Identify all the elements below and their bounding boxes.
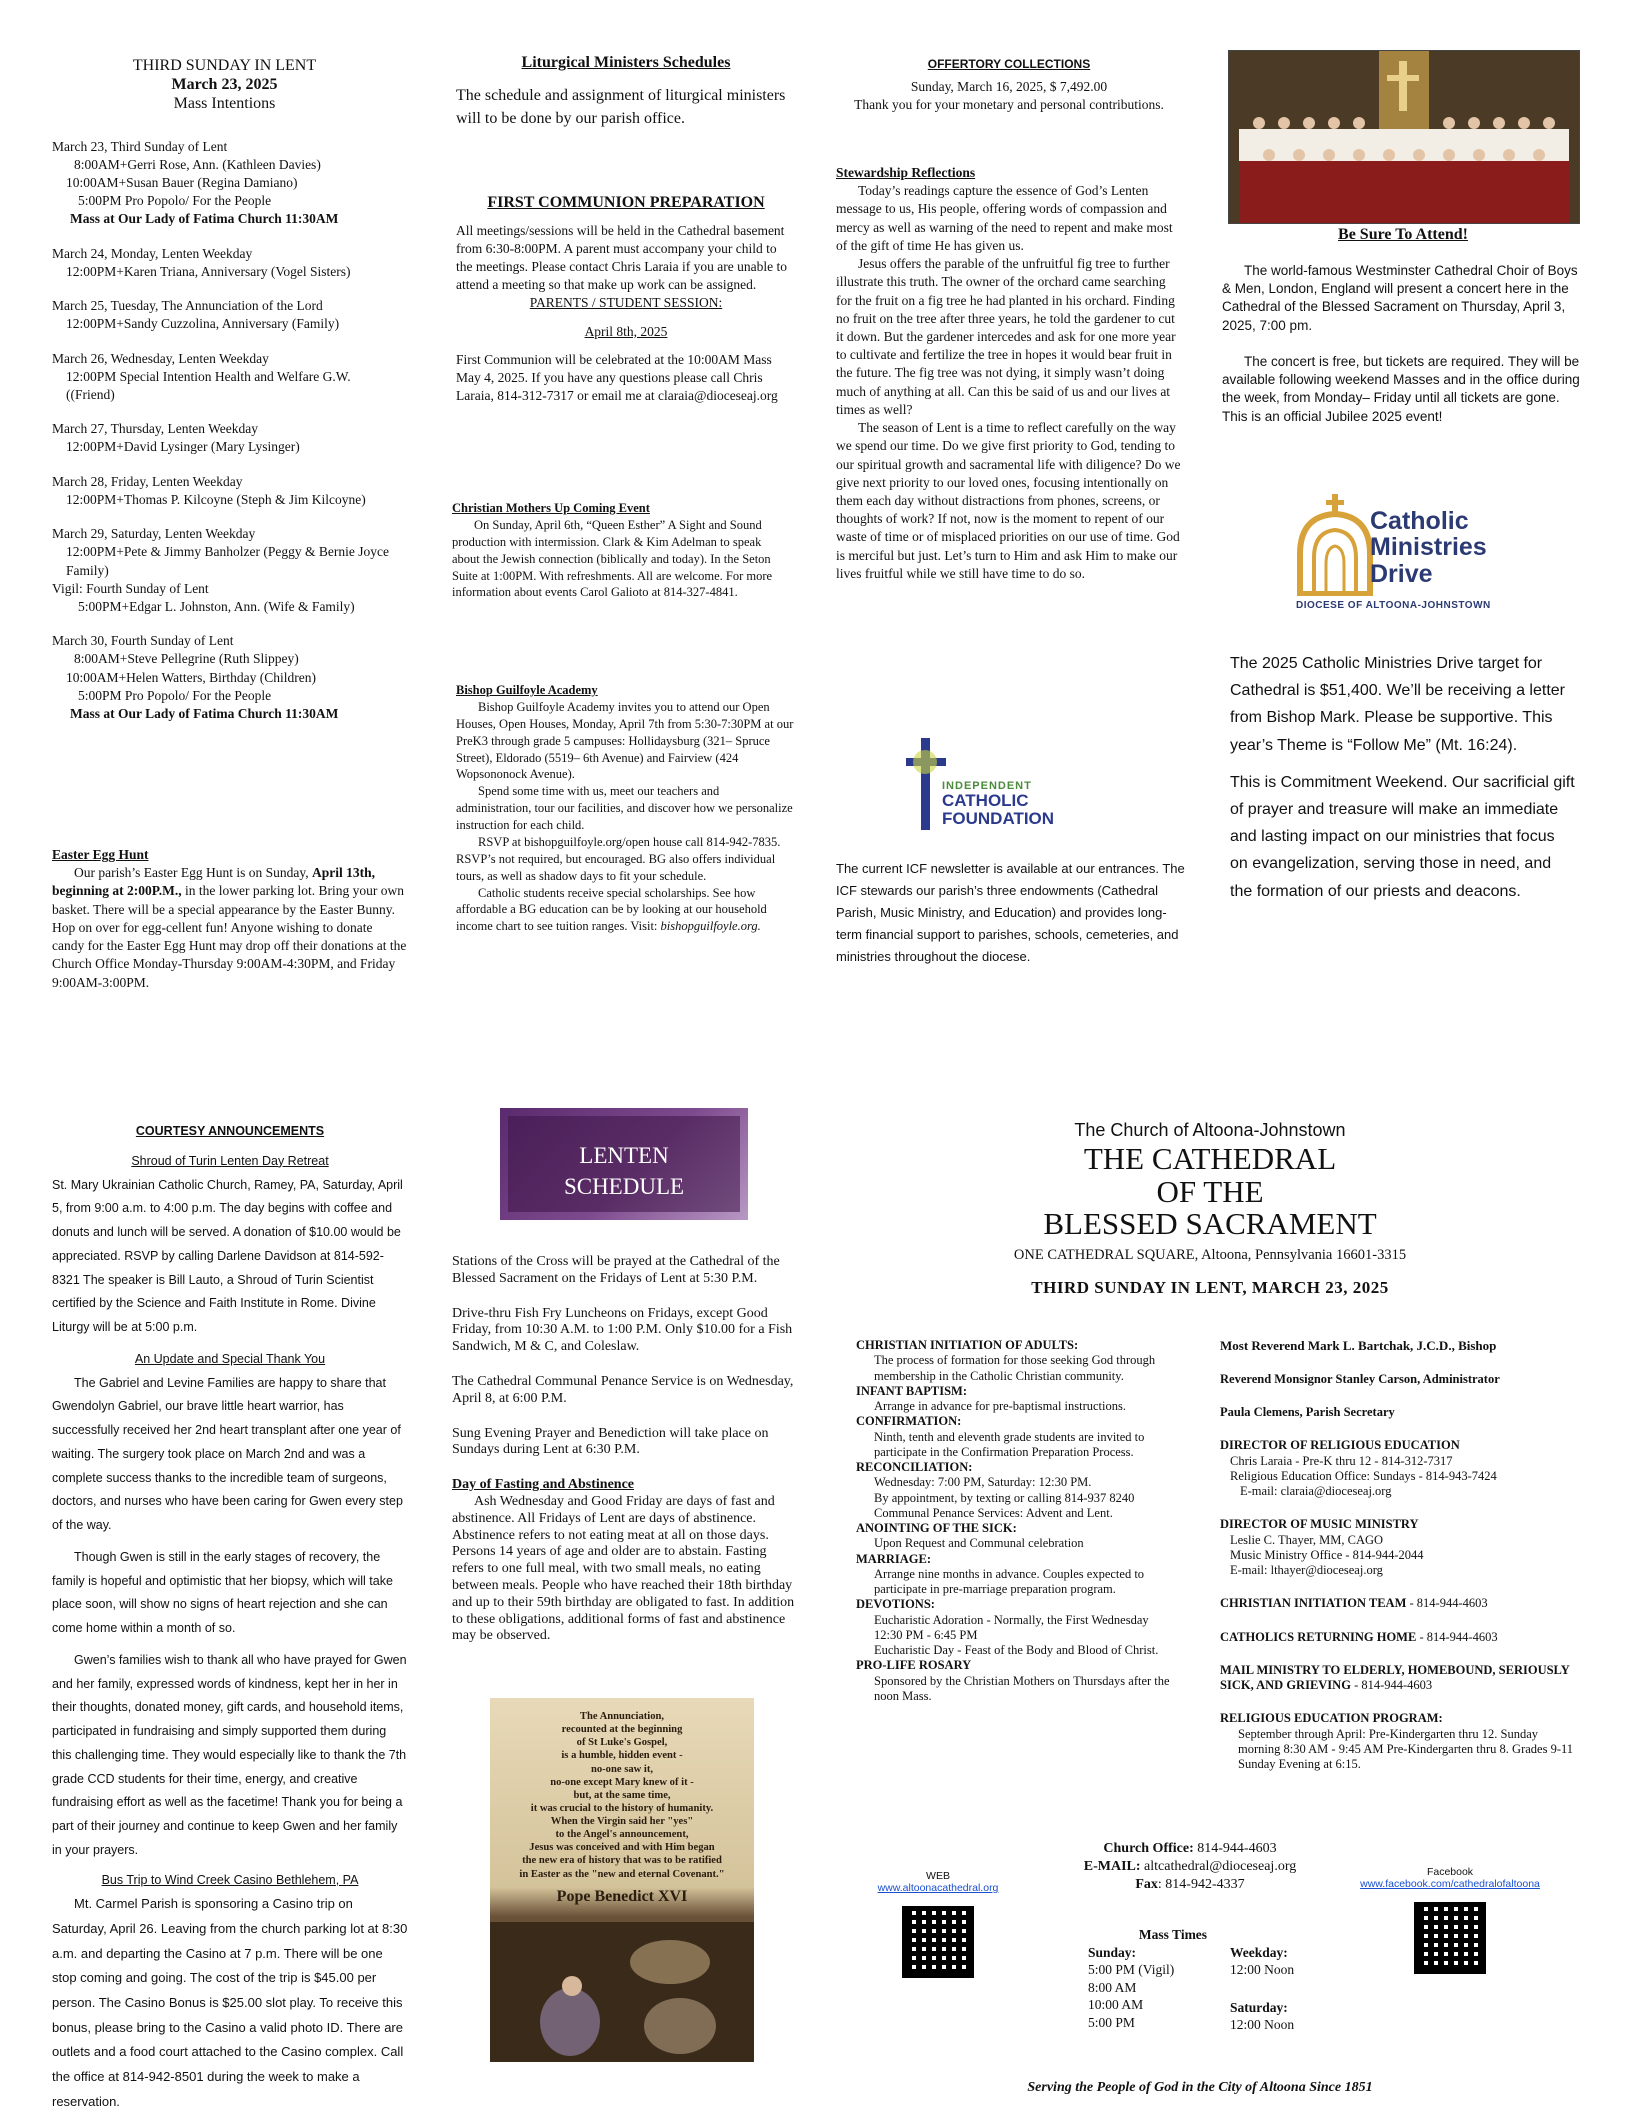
dre-line: E-mail: claraia@dioceseaj.org: [1240, 1484, 1392, 1499]
quote-line: it was crucial to the history of humanity.: [530, 1802, 714, 1814]
icf-line3: FOUNDATION: [942, 809, 1055, 828]
sacrament-heading: DEVOTIONS:: [856, 1597, 935, 1612]
diocese-name: The Church of Altoona-Johnstown: [1074, 1120, 1346, 1140]
intention-block: [52, 632, 397, 723]
mass-times: [1088, 1926, 1308, 2054]
stewardship-p2: Jesus offers the parable of the unfruitful fig tree to further illustrate this truth. The owner of the orchard came searching for the fruit on a fig tree he had planted in his orchard. Finding no fruit on the tree after three years, he told the gardener to cut it down. But the gardener intercedes and ask for one more year to cultivate and fertilize the tree in hopes it would bear fruit in the future. The fig tree was not dying, it simply wasn’t doing much of anything at all. Can this be said of us and our lives at times as well?: [836, 256, 1176, 417]
session-date: April 8th, 2025: [584, 323, 668, 339]
cmd-p1: The 2025 Catholic Ministries Drive target for Cathedral is $51,400. We’ll be receiving a letter from Bishop Mark. Please be supportive. This year’s Theme is “Follow Me” (Mt. 16:24).: [1230, 655, 1565, 754]
stewardship-p1: Today’s readings capture the essence of God’s Lenten message to us, His people, offering words of compassion and mercy as well as warning of the need to repent and make most of the gift of time He has given us.: [836, 183, 1173, 253]
weekday-label: Weekday:: [1230, 1944, 1288, 1960]
dre-line: Chris Laraia - Pre-K thru 12 - 814-312-7317: [1230, 1453, 1453, 1468]
rep-text: September through April: Pre-Kindergarten thru 12. Sunday morning 8:30 AM - 9:45 AM Pre-Kindergarten thru 8. Grades 9-11 Sunday Evening at 6:15.: [1238, 1726, 1574, 1772]
cmd-line1: Catholic: [1370, 507, 1469, 535]
sacrament-text: By appointment, by texting or calling 814-937 8240 Communal Penance Services: Advent and Lent.: [874, 1490, 1135, 1520]
crh-label: CATHOLICS RETURNING HOME: [1220, 1629, 1417, 1644]
intention-block: [52, 245, 397, 281]
dre-line: Religious Education Office: Sundays - 814-943-7424: [1230, 1468, 1497, 1483]
intention-block: [52, 473, 397, 509]
bga-p1: Bishop Guilfoyle Academy invites you to attend our Open Houses, Open Houses, Monday, April 7th from 5:30-7:30PM at our PreK3 through grade 5 campuses: Hollidaysburg (321– Spruce Street), Eldorado (5519– 6th Avenue) and Fairview (424 Wopsononock Avenue).: [456, 699, 794, 782]
intention-line: 8:00AM+Steve Pellegrine (Ruth Slippey): [74, 651, 299, 667]
lenten-banner: [500, 1108, 748, 1220]
office-label: Church Office:: [1103, 1841, 1194, 1856]
intention-line: 10:00AM+Helen Watters, Birthday (Children): [66, 669, 316, 685]
quote-line: The Annunciation,: [579, 1711, 665, 1722]
quote-author: Pope Benedict XVI: [556, 1888, 688, 1905]
intention-day: Vigil: Fourth Sunday of Lent: [52, 580, 209, 596]
cit-label: CHRISTIAN INITIATION TEAM: [1220, 1596, 1407, 1611]
saturday-time: 12:00 Noon: [1230, 2017, 1295, 2033]
staff-section: [1220, 1338, 1580, 1772]
cathedral-name1: THE CATHEDRAL: [1083, 1141, 1337, 1176]
update-p2: Though Gwen is still in the early stages of recovery, the family is hopeful and optimistic that her biopsy, which will take place soon, will show no signs of heart rejection and she can come home within a month of so.: [52, 1549, 393, 1635]
sacraments-list: [856, 1338, 1174, 1704]
intention-block: [52, 350, 397, 405]
cmd-logo: [1296, 494, 1526, 614]
intention-line: 5:00PM+Edgar L. Johnston, Ann. (Wife & Family): [78, 598, 355, 614]
mail-label: MAIL MINISTRY TO ELDERLY, HOMEBOUND, SERIOUSLY SICK, AND GRIEVING: [1220, 1662, 1570, 1693]
staff-secretary: Paula Clemens, Parish Secretary: [1220, 1405, 1395, 1420]
fast-title: Day of Fasting and Abstinence: [452, 1477, 635, 1493]
cross-icon: [906, 738, 946, 830]
icf-paragraph: The current ICF newsletter is available at our entrances. The ICF stewards our parish’s three endowments (Cathedral Parish, Music Ministry, and Education) and provides long-term financial support to parishes, schools, cemeteries, and ministries throughout the diocese.: [836, 861, 1185, 965]
choir-photo: [1228, 50, 1580, 224]
web-block: [858, 1870, 1018, 1978]
bus-text: Mt. Carmel Parish is sponsoring a Casino trip on Saturday, April 26. Leaving from the church parking lot at 8:30 a.m. and departing the Casino at 7 p.m. There will be one stop coming and going. The cost of the trip is $45.00 per person. The Casino Bonus is $25.00 slot play. To receive this bonus, please bring to the Casino a valid photo ID. There are outlets and a food court attached to the Casino complex. Call the office at 814-942-8501 during the week to make a reservation.: [52, 1896, 408, 2109]
easter-egg-title: Easter Egg Hunt: [52, 847, 149, 862]
cathedral-name3: BLESSED SACRAMENT: [1043, 1206, 1377, 1242]
rep-title: RELIGIOUS EDUCATION PROGRAM:: [1220, 1711, 1443, 1726]
bga-p3: RSVP at bishopguilfoyle.org/open house call 814-942-7835. RSVP’s not required, but encouraged. BG also offers individual tours, as well as shadow days to fit your schedule.: [456, 834, 781, 883]
music-title: DIRECTOR OF MUSIC MINISTRY: [1220, 1517, 1419, 1532]
mass-title2: March 23, 2025: [171, 76, 278, 94]
lenten-s2: Drive-thru Fish Fry Luncheons on Fridays, except Good Friday, from 10:30 A.M. to 1:00 P.M. Only $10.00 for a Fish Sandwich, M & C, and Coleslaw.: [452, 1305, 793, 1355]
sacrament-text: Upon Request and Communal celebration: [874, 1536, 1084, 1551]
lenten-s4: Sung Evening Prayer and Benediction will take place on Sundays during Lent at 6:30 P.M.: [452, 1425, 769, 1458]
cmd-line2: Ministries: [1370, 533, 1487, 562]
cathedral-header: [880, 1120, 1540, 1298]
cathedral-address: ONE CATHEDRAL SQUARE, Altoona, Pennsylvania 16601-3315: [1013, 1246, 1407, 1263]
intention-line: 12:00PM+David Lysinger (Mary Lysinger): [66, 439, 300, 455]
intention-day: March 28, Friday, Lenten Weekday: [52, 473, 243, 489]
intention-line: 12:00PM+Pete & Jimmy Banholzer (Peggy & Bernie Joyce Family): [66, 544, 389, 578]
intention-day: March 27, Thursday, Lenten Weekday: [52, 421, 258, 437]
intention-line: 12:00PM+Karen Triana, Anniversary (Vogel Sisters): [66, 263, 351, 279]
web-qr-icon[interactable]: [902, 1906, 974, 1978]
quote-line: to the Angel's announcement,: [555, 1829, 689, 1841]
icf-logo: [906, 738, 1086, 830]
staff-bishop: Most Reverend Mark L. Bartchak, J.C.D., Bishop: [1220, 1338, 1497, 1353]
intention-line: 5:00PM Pro Popolo/ For the People: [78, 193, 272, 209]
first-communion-text: All meetings/sessions will be held in the Cathedral basement from 6:30-8:00PM. A parent must accompany your child to the meetings. Please contact Chris Laraia if you are unable to attend a meeting so that make up work can be assigned.: [456, 222, 788, 293]
intention-line: 5:00PM Pro Popolo/ For the People: [78, 687, 272, 703]
choir-p2: The concert is free, but tickets are required. They will be available following weekend Masses and in the office during the week, from Monday– Friday until all tickets are gone. This is an official Jubilee 2025 event!: [1222, 353, 1580, 424]
icf-line2: CATHOLIC: [942, 791, 1029, 810]
stewardship-section: [836, 164, 1182, 583]
quote-line: When the Virgin said her "yes": [550, 1816, 694, 1827]
sacrament-text: Sponsored by the Christian Mothers on Thursdays after the noon Mass.: [874, 1673, 1170, 1703]
bishop-guilfoyle-section: [456, 682, 794, 935]
mass-intentions: [52, 56, 397, 723]
cathedral-arch-icon: [1296, 494, 1374, 596]
choir-p1: The world-famous Westminster Cathedral Choir of Boys & Men, London, England will present a concert here in the Cathedral of the Blessed Sacrament on Thursday, April 3, 2025, 7:00 pm.: [1222, 263, 1578, 333]
choir-section: [1222, 262, 1582, 426]
icf-line1: INDEPENDENT: [942, 780, 1032, 792]
annunciation-card: [490, 1698, 754, 2062]
sunday-label: Sunday:: [1088, 1944, 1137, 1960]
session-title: PARENTS / STUDENT SESSION:: [529, 295, 723, 311]
easter-text-c: in the lower parking lot. Bring your own basket. There will be a special appearance by the Easter Bunny. Hop on over for egg-cellent fun! Anyone wishing to donate candy for the Easter Egg Hunt may drop off their donations at the Church Office Monday-Thursday 9:00AM-4:30PM, and Friday 9:00AM-3:00PM.: [52, 883, 407, 990]
update-title: An Update and Special Thank You: [134, 1351, 326, 1366]
fax-label: Fax: [1135, 1877, 1158, 1893]
sacrament-heading: CONFIRMATION:: [856, 1414, 962, 1429]
sacrament-text: Eucharistic Day - Feast of the Body and Blood of Christ.: [874, 1643, 1159, 1657]
shroud-text: St. Mary Ukrainian Catholic Church, Ramey, PA, Saturday, April 5, from 9:00 a.m. to 4:00 p.m. The day begins with coffee and donuts and lunch will be served. A donation of $10.00 would be appreciated. RSVP by calling Darlene Davidson at 814-592-8321 The speaker is Bill Lauto, a Shroud of Turin Scientist certified by the Science and Faith Institute in Rome. Divine Liturgy will be at 5:00 p.m.: [52, 1177, 403, 1334]
office-phone: 814-944-4603: [1193, 1841, 1277, 1856]
mail-phone: - 814-944-4603: [1350, 1678, 1433, 1693]
courtesy-section: [52, 1120, 408, 2114]
intention-line: Mass at Our Lady of Fatima Church 11:30AM: [70, 211, 339, 227]
cathedral-sunday: THIRD SUNDAY IN LENT, MARCH 23, 2025: [1031, 1277, 1389, 1297]
first-communion-title: FIRST COMMUNION PREPARATION: [487, 194, 765, 211]
intention-line: Mass at Our Lady of Fatima Church 11:30AM: [70, 706, 339, 722]
mass-title1: THIRD SUNDAY IN LENT: [132, 57, 317, 74]
intention-line: 12:00PM+Sandy Cuzzolina, Anniversary (Family): [66, 316, 340, 332]
crh-phone: - 814-944-4603: [1416, 1629, 1498, 1644]
icf-text: [836, 858, 1186, 968]
quote-line: no-one except Mary knew of it -: [550, 1776, 694, 1788]
intention-line: 12:00PM+Thomas P. Kilcoyne (Steph & Jim Kilcoyne): [66, 491, 366, 507]
easter-text-b: April 13th, beginning at 2:00P.M.,: [52, 865, 375, 899]
sacrament-heading: PRO-LIFE ROSARY: [856, 1658, 972, 1673]
intentions-list: [52, 138, 397, 724]
christian-mothers-title: Christian Mothers Up Coming Event: [452, 501, 650, 515]
sacrament-heading: RECONCILIATION:: [856, 1460, 973, 1474]
sacrament-heading: MARRIAGE:: [856, 1551, 931, 1566]
offertory-thanks: Thank you for your monetary and personal contributions.: [854, 97, 1164, 113]
weekday-time: 12:00 Noon: [1230, 1962, 1295, 1978]
intention-day: March 26, Wednesday, Lenten Weekday: [52, 350, 269, 366]
footer-tagline: Serving the People of God in the City of Altoona Since 1851: [1027, 2080, 1373, 2095]
quote-line: but, at the same time,: [573, 1789, 671, 1801]
sacrament-text: The process of formation for those seeking God through membership in the Catholic Christian community.: [874, 1353, 1156, 1383]
quote-line: no-one saw it,: [590, 1763, 654, 1775]
quote-line: is a humble, hidden event -: [561, 1750, 683, 1762]
cit-phone: - 814-944-4603: [1406, 1596, 1488, 1611]
easter-text-a: Our parish’s Easter Egg Hunt is on Sunday,: [74, 865, 312, 881]
dre-lines: [1220, 1454, 1580, 1500]
first-communion-text2: First Communion will be celebrated at the 10:00AM Mass May 4, 2025. If you have any questions please call Chris Laraia, 814-312-7317 or email me at claraia@dioceseaj.org: [456, 351, 778, 404]
offertory-title: OFFERTORY COLLECTIONS: [927, 57, 1091, 71]
choir-image-icon: [1229, 51, 1579, 223]
mass-title3: Mass Intentions: [173, 95, 276, 113]
email-value[interactable]: altcathedral@dioceseaj.org: [1140, 1859, 1297, 1875]
quote-line: the new era of history that was to be ratified: [522, 1855, 722, 1867]
fast-text: Ash Wednesday and Good Friday are days of fast and abstinence. All Fridays of Lent are days of abstinence. Abstinence refers to not eating meat at all on those days. Persons 14 years of age and older are to abstain. Fasting refers to one full meal, with two small meals, no eating between meals. People who have reached their 18th birthday and up to their 59th birthday are obligated to fast. In addition to these obligations, additional forms of fast and abstinence may be observed.: [452, 1493, 795, 1644]
web-link[interactable]: www.altoonacathedral.org: [877, 1882, 999, 1894]
annunciation-quote: [496, 1710, 748, 1881]
stewardship-p3: The season of Lent is a time to reflect carefully on the way we spend our time. Do we give first priority to God, tending to our spiritual growth and sacramental life with diligence? Do we give next priority to our loved ones, focusing intentionally on them each day without distractions from phones, screens, or thoughts of work? If not, now is the moment to repent of our waste of time or of misplaced priorities on our use of time. God is merciful but just. Let’s turn to Him and ask Him to make our lives fruitful while we still have time to do so.: [836, 420, 1181, 581]
intention-block: [52, 420, 397, 456]
sunday-times: [1088, 1961, 1174, 2031]
sacrament-heading: CHRISTIAN INITIATION OF ADULTS:: [856, 1338, 1079, 1352]
easter-egg-section: [52, 846, 408, 992]
choir-title: Be Sure To Attend!: [1338, 226, 1468, 243]
sunday-time: 5:00 PM: [1088, 2014, 1135, 2030]
liturgical-title: Liturgical Ministers Schedules: [521, 54, 731, 71]
annunciation-painting-icon: [490, 1922, 754, 2062]
bga-p4a: Catholic students receive special scholarships. See how affordable a BG education can be by looking at our household income chart to see tuition ranges. Visit:: [456, 885, 767, 934]
intention-line: 8:00AM+Gerri Rose, Ann. (Kathleen Davies): [74, 156, 321, 172]
intention-block: [52, 525, 397, 616]
update-p3: Gwen’s families wish to thank all who have prayed for Gwen and her family, expressed words of kindness, kept her in her in their thoughts, donated money, gift cards, and household items, participated in fundraising and simply supported them during this challenging time. They would especially like to thank the 7th grade CCD students for their time, energy, and creative fundraising effort as well as the facetime! Thank you for being a part of their journey and continue to keep Gwen and her family in your prayers.: [52, 1652, 407, 1857]
fb-label: Facebook: [1426, 1866, 1474, 1878]
intention-day: March 29, Saturday, Lenten Weekday: [52, 526, 256, 542]
music-line: Leslie C. Thayer, MM, CAGO: [1230, 1532, 1384, 1547]
intention-line: 12:00PM Special Intention Health and Welfare G.W. ((Friend): [66, 368, 351, 402]
intention-day: March 23, Third Sunday of Lent: [52, 138, 228, 154]
lenten-section: [452, 1254, 800, 1645]
saturday-label: Saturday:: [1230, 1999, 1288, 2015]
sacrament-text: Arrange nine months in advance. Couples expected to participate in pre-marriage preparation program.: [874, 1566, 1145, 1596]
music-lines: [1220, 1533, 1580, 1579]
shroud-title: Shroud of Turin Lenten Day Retreat: [131, 1153, 329, 1168]
lenten-s1: Stations of the Cross will be prayed at the Cathedral of the Blessed Sacrament on the Fridays of Lent at 5:30 P.M.: [452, 1254, 780, 1286]
cmd-sub: DIOCESE OF ALTOONA-JOHNSTOWN: [1296, 600, 1491, 611]
sacrament-heading: INFANT BAPTISM:: [856, 1383, 968, 1398]
christian-mothers-section: [452, 500, 792, 601]
web-label: WEB: [926, 1870, 950, 1882]
courtesy-title: COURTESY ANNOUNCEMENTS: [135, 1124, 325, 1138]
sunday-time: 8:00 AM: [1088, 1979, 1137, 1995]
cmd-section: [1230, 650, 1576, 905]
facebook-block: [1350, 1866, 1550, 1974]
intention-block: [52, 138, 397, 229]
stewardship-title: Stewardship Reflections: [836, 165, 976, 180]
liturgical-section: [456, 52, 796, 130]
offertory-section: [836, 56, 1182, 115]
cmd-p2: This is Commitment Weekend. Our sacrificial gift of prayer and treasure will make an immediate and lasting impact on our ministries that focus on evangelization, serving those in need, and the formation of our priests and deacons.: [1230, 773, 1575, 900]
intention-day: March 24, Monday, Lenten Weekday: [52, 245, 253, 261]
lenten-banner1: LENTEN: [579, 1143, 669, 1168]
update-p1: The Gabriel and Levine Families are happy to share that Gwendolyn Gabriel, our brave little heart warrior, has successfully received her 2nd heart transplant after one year of waiting. The surgery took place on March 2nd and was a complete success thanks to the incredible team of surgeons, doctors, and nurses who have been caring for Gwen every step of the way.: [52, 1375, 403, 1532]
quote-line: of St Luke's Gospel,: [576, 1737, 668, 1749]
dre-title: DIRECTOR OF RELIGIOUS EDUCATION: [1220, 1438, 1460, 1453]
liturgical-text: The schedule and assignment of liturgical ministers will to be done by our parish office.: [456, 86, 786, 127]
sacrament-heading: ANOINTING OF THE SICK:: [856, 1521, 1017, 1535]
offertory-line: Sunday, March 16, 2025, $ 7,492.00: [910, 79, 1108, 95]
sacrament-text: Arrange in advance for pre-baptismal instructions.: [874, 1399, 1126, 1413]
bga-p2: Spend some time with us, meet our teachers and administration, tour our facilities, and discover how we personalize instruction for each child.: [456, 784, 793, 832]
quote-line: recounted at the beginning: [561, 1724, 683, 1736]
sacrament-text: Wednesday: 7:00 PM, Saturday: 12:30 PM.: [874, 1475, 1092, 1490]
sunday-time: 10:00 AM: [1088, 1997, 1144, 2013]
sacrament-text: Ninth, tenth and eleventh grade students are invited to participate in the Confirmation Preparation Process.: [874, 1429, 1145, 1459]
christian-mothers-text: On Sunday, April 6th, “Queen Esther” A Sight and Sound production with intermission. Clark & Kim Adelman to speak about the Jewish connection (biblically and today). In the Seton Suite at 1:00PM. With refreshments. All are welcome. For more information about events Carol Galioto at 814-327-4841.: [452, 517, 773, 600]
email-label: E-MAIL:: [1083, 1859, 1141, 1875]
bga-title: Bishop Guilfoyle Academy: [456, 683, 598, 697]
staff-admin: Reverend Monsignor Stanley Carson, Administrator: [1220, 1371, 1500, 1386]
mass-times-title: Mass Times: [1138, 1927, 1208, 1942]
quote-line: in Easter as the "new and eternal Covenant.": [519, 1868, 725, 1880]
music-line: Music Ministry Office - 814-944-2044: [1230, 1547, 1424, 1562]
cmd-line3: Drive: [1370, 559, 1433, 588]
cathedral-name2: OF THE: [1156, 1173, 1264, 1209]
intention-day: March 30, Fourth Sunday of Lent: [52, 633, 234, 649]
lenten-s3: The Cathedral Communal Penance Service is on Wednesday, April 8, at 6:00 P.M.: [452, 1373, 794, 1406]
intention-block: [52, 297, 397, 333]
quote-line: Jesus was conceived and with Him began: [529, 1842, 715, 1854]
contact-block: [1040, 1840, 1340, 1895]
bus-title: Bus Trip to Wind Creek Casino Bethlehem, PA: [101, 1872, 359, 1887]
fax-value: : 814-942-4337: [1157, 1877, 1245, 1893]
lenten-banner2: SCHEDULE: [563, 1174, 685, 1200]
sacrament-text: Eucharistic Adoration - Normally, the First Wednesday 12:30 PM - 6:45 PM: [874, 1612, 1149, 1642]
bga-link[interactable]: bishopguilfoyle.org.: [660, 919, 761, 934]
sunday-time: 5:00 PM (Vigil): [1088, 1962, 1175, 1978]
first-communion-section: [456, 192, 796, 406]
intention-line: 10:00AM+Susan Bauer (Regina Damiano): [66, 175, 298, 190]
intention-day: March 25, Tuesday, The Annunciation of the Lord: [52, 298, 323, 314]
fb-link[interactable]: www.facebook.com/cathedralofaltoona: [1360, 1878, 1540, 1890]
fb-qr-icon[interactable]: [1414, 1902, 1486, 1974]
music-line: E-mail: lthayer@dioceseaj.org: [1230, 1563, 1383, 1578]
